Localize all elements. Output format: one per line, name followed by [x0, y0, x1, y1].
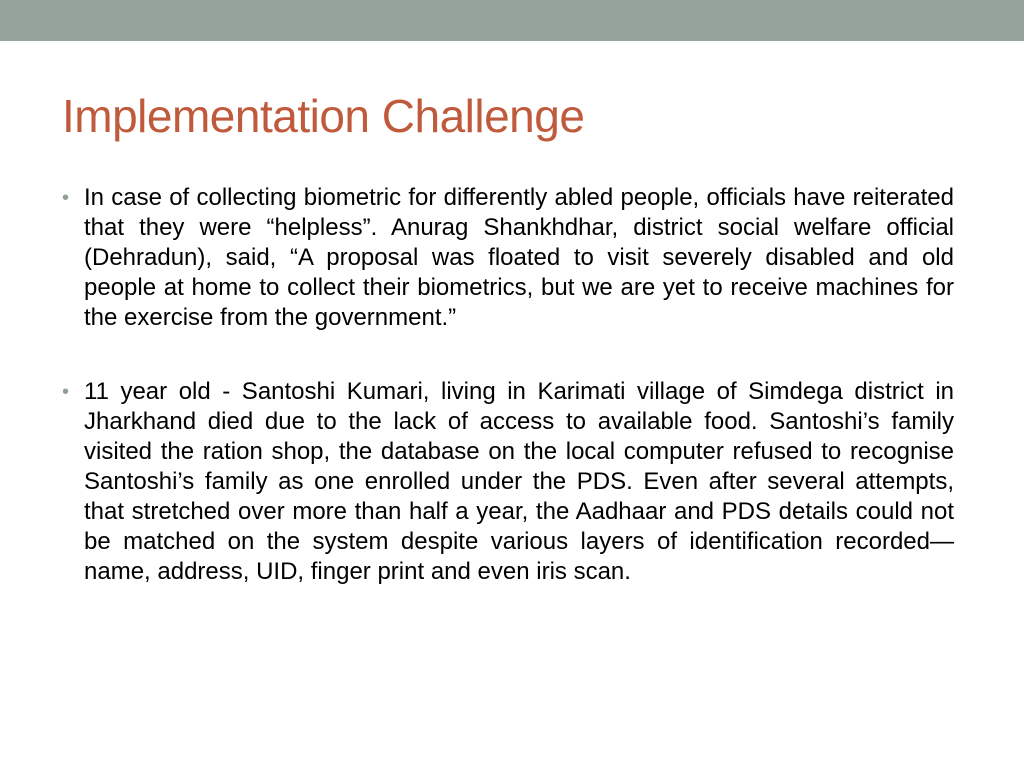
- bullet-text: 11 year old - Santoshi Kumari, living in Karimati village of Simdega district in Jharkhand died due to the lack of access to available food. Santoshi’s family visited the ration shop, the database on the local computer refused to recognise Santoshi’s family as one enrolled under the PDS. Even after several attempts, that stretched over more than half a year, the Aadhaar and PDS details could not be matched on the system despite various layers of identification recorded—name, address, UID, finger print and even iris scan.: [84, 378, 954, 585]
- top-accent-band: [0, 0, 1024, 41]
- bullet-list: [62, 183, 954, 587]
- bullet-marker-icon: •: [62, 187, 70, 209]
- bullet-item: [62, 183, 954, 333]
- bullet-marker-icon: •: [62, 381, 70, 403]
- bullet-text: In case of collecting biometric for differently abled people, officials have reiterated that they were “helpless”. Anurag Shankhdhar, district social welfare official (Dehradun), said, “A proposal was floated to visit severely disabled and old people at home to collect their biometrics, but we are yet to receive machines for the exercise from the government.”: [84, 184, 954, 331]
- slide-title: Implementation Challenge: [62, 90, 585, 142]
- bullet-item: [62, 377, 954, 587]
